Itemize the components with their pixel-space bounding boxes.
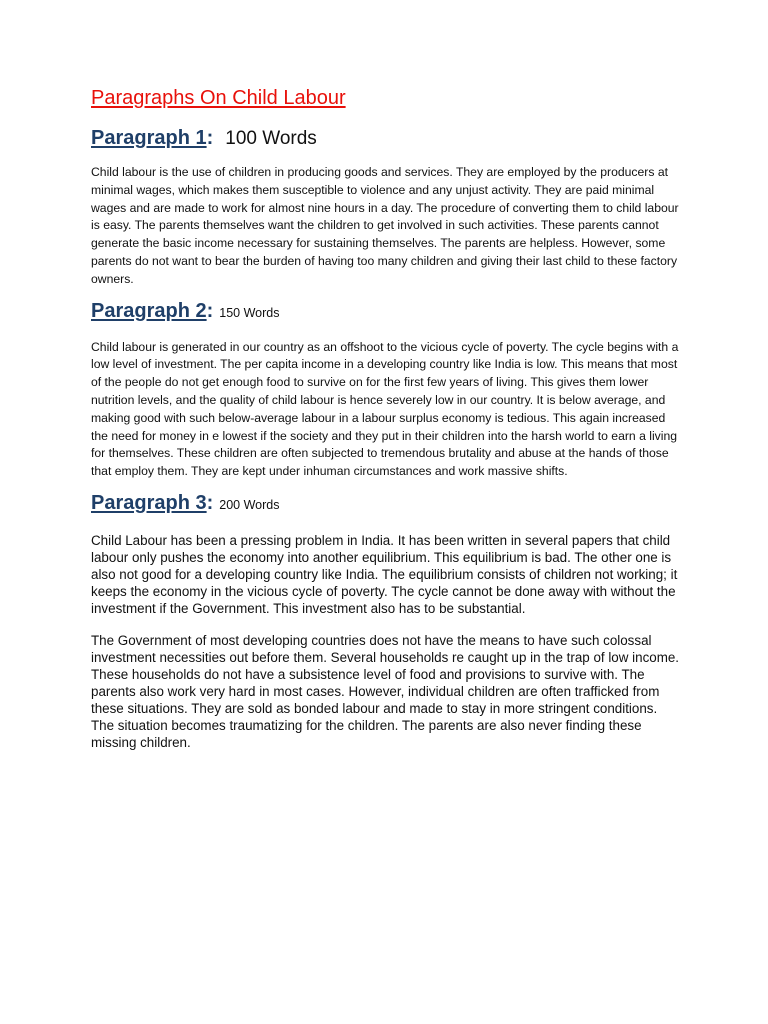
document-title: Paragraphs On Child Labour [91, 87, 346, 109]
paragraph-2-word-count: 150 Words [219, 305, 280, 320]
paragraph-2-text: Child labour is generated in our country as an offshoot to the vicious cycle of poverty. The cycle begins with a low level of investment. The per capita income in a developing country like India is low. This means that most of the people do not get enough food to survive on for the first few years of living. This gives them lower nutrition levels, and the quality of child labour is hence severely low in our country. It is below average, and making good with such below-average labour in a labour surplus economy is tedious. This again increased the need for money in e lowest if the society and they put in their children into the harsh world to earn a living for themselves. These children are often subjected to tremendous brutality and abuse at the hands of those that employ them. They are kept under inhuman circumstances and work massive shifts. [91, 339, 679, 479]
paragraph-1-text: Child labour is the use of children in producing goods and services. They are employed by the producers at minimal wages, which makes them susceptible to violence and any unjust activity. They are paid minimal wages and are made to work for almost nine hours in a day. The procedure of converting them to child labour is easy. The parents themselves want the children to get involved in such activities. These parents cannot generate the basic income necessary for sustaining themselves. The parents are helpless. However, some parents do not want to bear the burden of having too many children and giving their last child to these factory owners. [91, 165, 679, 286]
paragraph-1-label: Paragraph 1 [91, 127, 207, 149]
paragraph-3-word-count: 200 Words [219, 497, 280, 512]
paragraph-3-heading [91, 489, 681, 519]
paragraph-3-text-part-2: The Government of most developing countries does not have the means to have such colossal investment necessities out before them. Several households re caught up in the trap of low income. These households do not have a subsistence level of food and provisions to survive with. The parents also work very hard in most cases. However, individual children are often trafficked from these situations. They are sold as bonded labour and made to stay in more stringent conditions. The situation becomes traumatizing for the children. The parents are also never finding these missing children. [91, 633, 680, 750]
paragraph-1-heading [91, 124, 681, 154]
paragraph-3-text-part-1: Child Labour has been a pressing problem in India. It has been written in several papers that child labour only pushes the economy into another equilibrium. This equilibrium is bad. The other one is also not good for a developing country like India. The equilibrium consists of children not working; it keeps the economy in the vicious cycle of poverty. The cycle cannot be done away with without the investment if the Government. This investment also has to be substantial. [91, 532, 678, 616]
paragraph-2-label: Paragraph 2 [91, 299, 207, 322]
paragraph-3-colon: : [206, 491, 214, 514]
paragraph-2-colon: : [206, 299, 214, 322]
document-page [91, 84, 681, 752]
paragraph-2-heading [91, 297, 681, 327]
paragraph-3-label: Paragraph 3 [91, 491, 207, 514]
paragraph-1-word-count: 100 Words [225, 128, 317, 149]
paragraph-1-colon: : [206, 127, 214, 149]
